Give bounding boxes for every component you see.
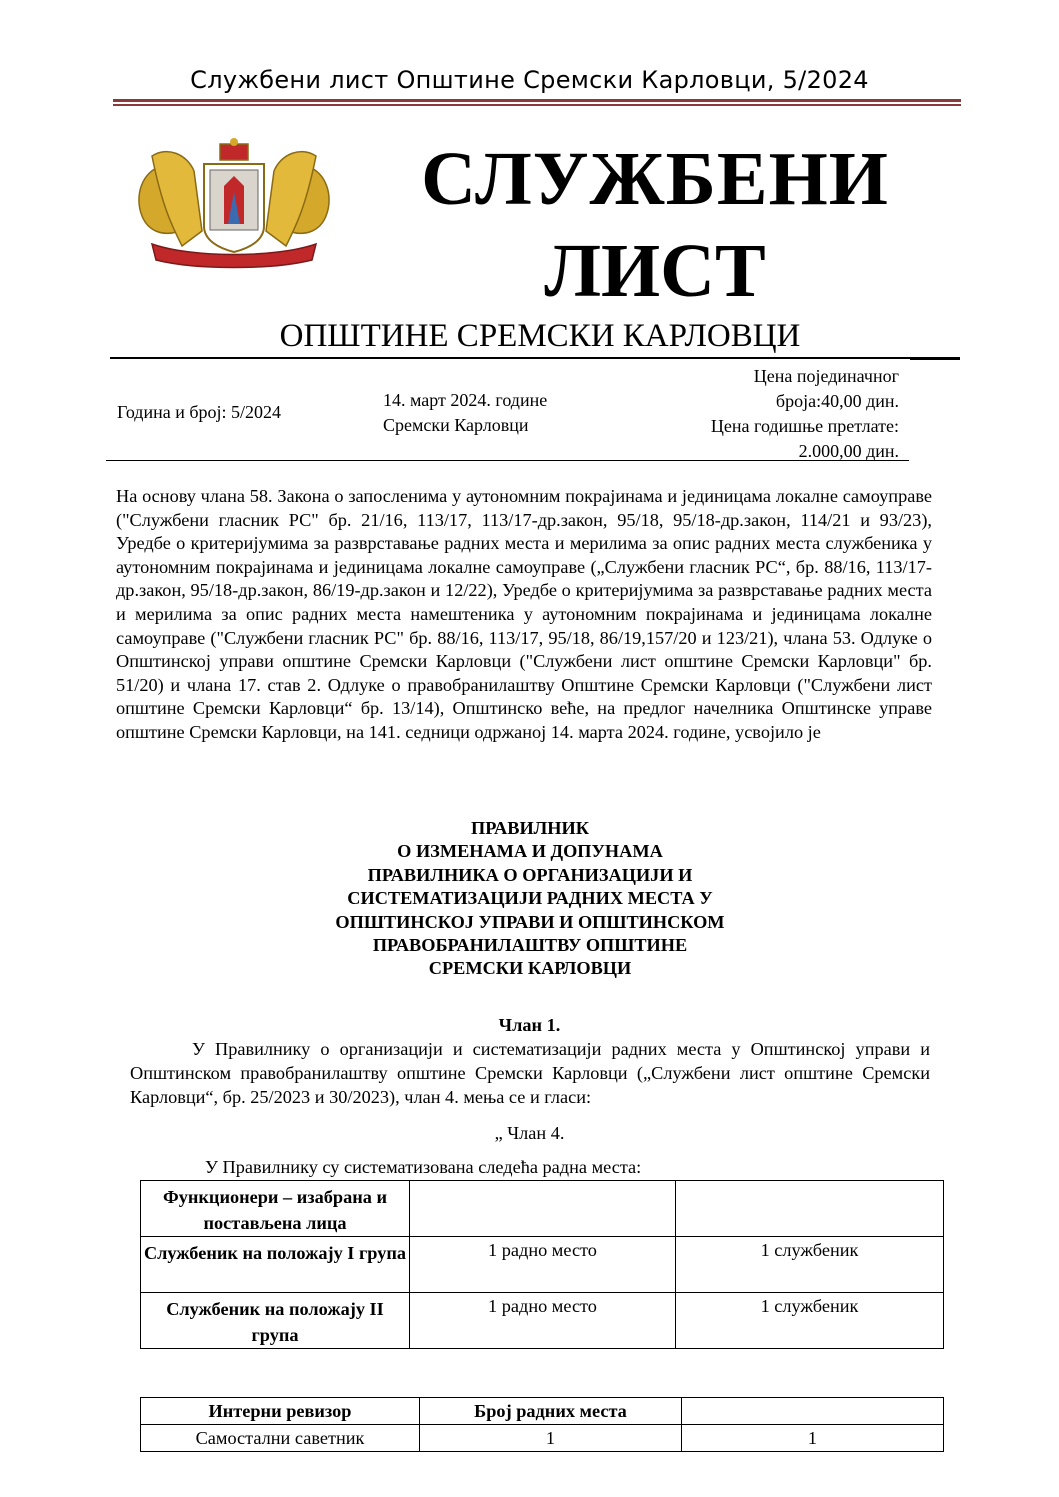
table-cell: 1: [682, 1425, 944, 1452]
running-header: Службени лист Општине Сремски Карловци, 5/2024: [190, 66, 869, 94]
masthead-rule-end: [910, 357, 960, 360]
masthead-title-line1: СЛУЖБЕНИ: [421, 137, 889, 221]
table-cell: 1 радно место: [410, 1237, 676, 1293]
table-cell: 1 радно место: [410, 1293, 676, 1349]
price-annual-value: 2.000,00 дин.: [798, 441, 899, 461]
coat-of-arms-emblem: [132, 136, 336, 270]
price-single-label: Цена појединачног: [753, 366, 899, 386]
heading-line: СИСТЕМАТИЗАЦИЈИ РАДНИХ МЕСТА У: [347, 888, 713, 909]
issue-place: Сремски Карловци: [383, 415, 529, 435]
table-row: [141, 1181, 944, 1237]
table-row: [141, 1293, 944, 1349]
issue-date-place: [383, 388, 547, 438]
internal-auditor-table: [140, 1397, 944, 1452]
table-cell: [676, 1181, 944, 1237]
list-intro: У Правилнику су систематизована следећа радна места:: [205, 1157, 642, 1177]
price-single-value: броја:40,00 дин.: [775, 391, 899, 411]
table-header-cell: Интерни ревизор: [141, 1398, 420, 1425]
masthead-title-line2: ЛИСТ: [544, 229, 766, 313]
article1-title: Члан 1.: [498, 1015, 561, 1035]
document-heading: [200, 817, 860, 981]
table-header-cell: Број радних места: [420, 1398, 682, 1425]
issue-number: Година и број: 5/2024: [117, 402, 282, 422]
masthead-rule: [110, 357, 910, 359]
heading-line: ПРАВОБРАНИЛАШТВУ ОПШТИНЕ: [372, 935, 688, 956]
masthead-subtitle: ОПШТИНЕ СРЕМСКИ КАРЛОВЦИ: [279, 318, 801, 354]
issue-date: 14. март 2024. године: [383, 390, 548, 410]
heading-line: ОПШТИНСКОЈ УПРАВИ И ОПШТИНСКОМ: [335, 911, 725, 932]
table-header-row: [141, 1398, 944, 1425]
heading-line: СРЕМСКИ КАРЛОВЦИ: [428, 958, 632, 979]
article4-quote-title: „ Члан 4.: [494, 1123, 565, 1143]
table-cell: Самостални саветник: [141, 1425, 420, 1452]
table-cell: Функционери – изабрана и постављена лица: [141, 1181, 410, 1237]
preamble-text: На основу члана 58. Закона о запосленима у аутономним покрајинама и јединицама локалне самоуправе ("Службени гласник РС" бр. 21/16, 113/17, 113/17-др.закон, 95/18, 95/18-др.закон, 114/21 и 93/23), Уредбе о критеријумима за разврставање радних места и мерилима за опис радних места службеника у аутономним покрајинама и јединицама локалне самоуправе („Службени гласник РС“, бр. 88/16, 113/17-др.закон, 95/18-др.закон, 86/19-др.закон и 12/22), Уредбе о критеријумима за разврставање радних места и мерилима за опис радних места намештеника у аутономним покрајинама и јединицама локалне самоуправе ("Службени гласник РС" бр. 88/16, 113/17, 95/18, 86/19,157/20 и 123/21), члана 53. Одлуке о Општинској управи општине Сремски Карловци ("Службени лист општине Сремски Карловци" бр. 51/20) и члана 17. став 2. Одлуке о правобранилаштву Општине Сремски Карловци ("Службени лист општине Сремски Карловци“ бр. 13/14), Општинско веће, на предлог начелника Општинске управе општине Сремски Карловци, на 141. седници одржаној 14. марта 2024. године, усвојило је: [116, 486, 932, 742]
header-rule: [113, 99, 961, 106]
table-cell: [410, 1181, 676, 1237]
article1-text: У Правилнику о организацији и систематизацији радних места у Општинској управи и Општинском правобранилаштву општине Сремски Карловци („Службени лист општине Сремски Карловци“, бр. 25/2023 и 30/2023), члан 4. мења се и гласи:: [130, 1039, 930, 1107]
info-rule: [106, 460, 909, 461]
table-cell: 1 службеник: [676, 1293, 944, 1349]
table-cell: 1 службеник: [676, 1237, 944, 1293]
issue-price: [711, 364, 899, 464]
heading-line: ПРАВИЛНИК: [471, 818, 589, 838]
positions-table: [140, 1180, 944, 1349]
preamble-paragraph: [116, 485, 932, 745]
table-cell: 1: [420, 1425, 682, 1452]
heading-line: О ИЗМЕНАМА И ДОПУНАМА: [397, 841, 663, 862]
heading-line: ПРАВИЛНИКА О ОРГАНИЗАЦИЈИ И: [367, 864, 693, 885]
table-header-cell: [682, 1398, 944, 1425]
price-annual-label: Цена годишње претлате:: [710, 416, 899, 436]
table-row: [141, 1425, 944, 1452]
table-cell: Службеник на положају I група: [141, 1237, 410, 1293]
table-row: [141, 1237, 944, 1293]
table-cell: Службеник на положају II група: [141, 1293, 410, 1349]
